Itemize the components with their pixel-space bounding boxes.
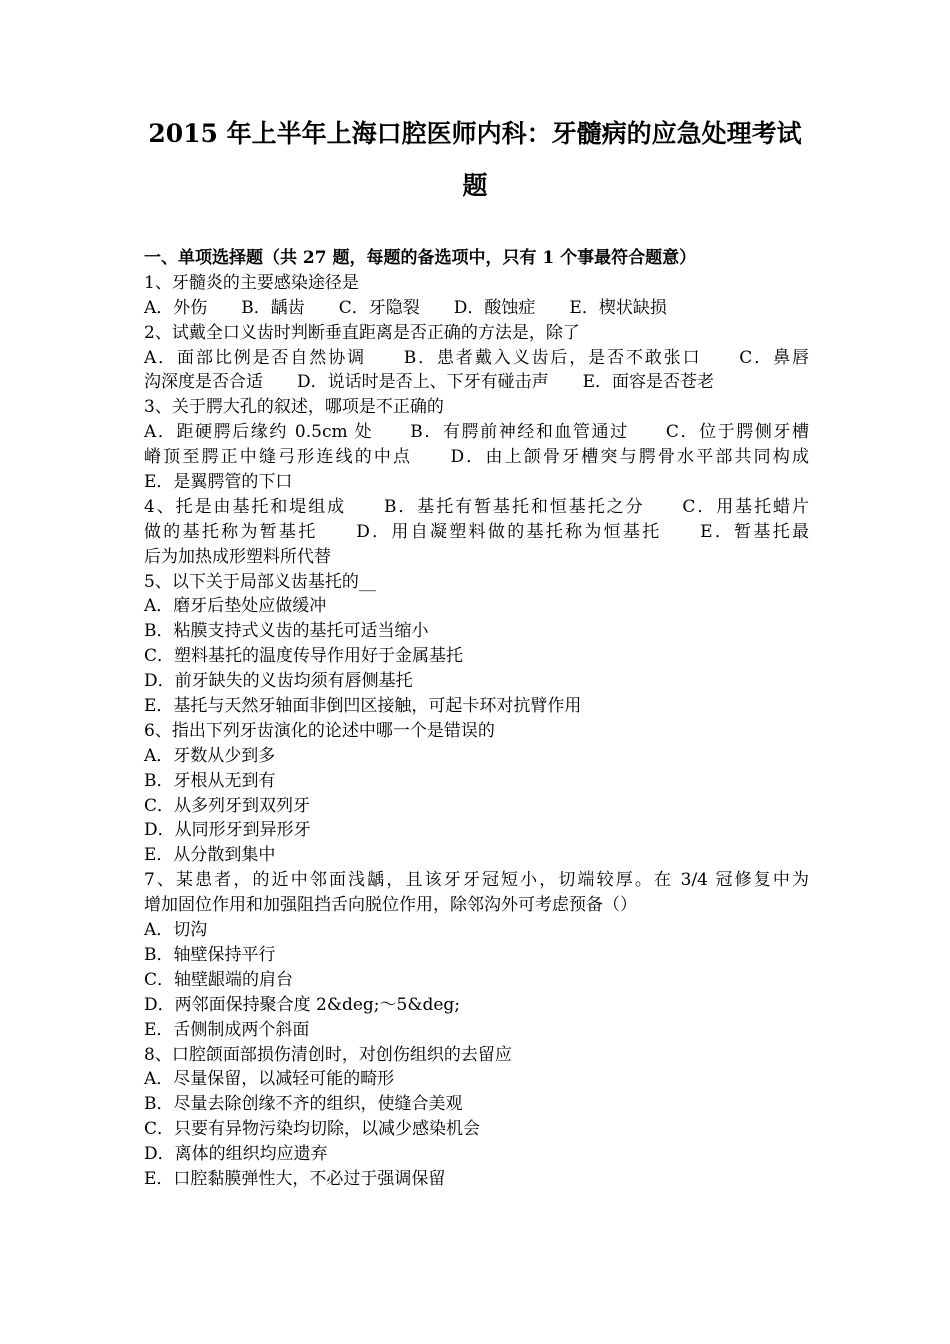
text-line: 5、以下关于局部义齿基托的__ <box>144 571 376 592</box>
text-line: 6、指出下列牙齿演化的论述中哪一个是错误的 <box>144 720 495 741</box>
text-line: 4、托是由基托和堤组成 B．基托有暂基托和恒基托之分 C．用基托蜡片 <box>144 496 809 517</box>
text-line: A．尽量保留，以减轻可能的畸形 <box>144 1069 395 1090</box>
text-line: B．轴壁保持平行 <box>144 944 276 965</box>
document-title-line2: 题 <box>462 171 488 200</box>
text-line: 后为加热成形塑料所代替 <box>144 546 331 567</box>
text-line: E．口腔黏膜弹性大，不必过于强调保留 <box>144 1168 446 1189</box>
text-line: 增加固位作用和加强阻挡舌向脱位作用，除邻沟外可考虑预备（） <box>144 895 637 916</box>
text-line: 做的基托称为暂基托 D．用自凝塑料做的基托称为恒基托 E．暂基托最 <box>144 521 809 542</box>
text-line: A．牙数从少到多 <box>144 745 276 766</box>
text-line: A．距硬腭后缘约 0.5cm 处 B．有腭前神经和血管通过 C．位于腭侧牙槽 <box>144 422 809 443</box>
text-line: C．塑料基托的温度传导作用好于金属基托 <box>144 646 464 667</box>
text-line: E．从分散到集中 <box>144 845 276 866</box>
text-line: D．两邻面保持聚合度 2&deg;～5&deg; <box>144 994 461 1015</box>
section-heading: 一、单项选择题（共 27 题，每题的备选项中，只有 1 个事最符合题意） <box>144 248 697 268</box>
text-line: 2、试戴全口义齿时判断垂直距离是否正确的方法是，除了 <box>144 322 580 343</box>
text-line: A．外伤 B．龋齿 C．牙隐裂 D．酸蚀症 E．楔状缺损 <box>144 297 667 318</box>
text-line: E．基托与天然牙轴面非倒凹区接触，可起卡环对抗臂作用 <box>144 696 582 717</box>
text-line: D．前牙缺失的义齿均须有唇侧基托 <box>144 671 413 692</box>
text-line: 嵴顶至腭正中缝弓形连线的中点 D．由上颌骨牙槽突与腭骨水平部共同构成 <box>144 447 809 468</box>
text-line: 沟深度是否合适 D．说话时是否上、下牙有碰击声 E．面容是否苍老 <box>144 372 715 393</box>
text-line: C．只要有异物污染均切除，以减少感染机会 <box>144 1119 481 1140</box>
text-line: E．是翼腭管的下口 <box>144 472 293 493</box>
text-line: A．面部比例是否自然协调 B．患者戴入义齿后，是否不敢张口 C．鼻唇 <box>144 347 809 368</box>
text-line: A．切沟 <box>144 920 208 941</box>
text-line: C．轴壁龈端的肩台 <box>144 969 294 990</box>
text-line: 7、某患者，的近中邻面浅龋，且该牙牙冠短小，切端较厚。在 3/4 冠修复中为 <box>144 870 809 891</box>
text-line: B．粘膜支持式义齿的基托可适当缩小 <box>144 621 429 642</box>
document-title-line1: 2015 年上半年上海口腔医师内科：牙髓病的应急处理考试 <box>148 119 802 148</box>
text-line: A．磨牙后垫处应做缓冲 <box>144 596 327 617</box>
text-line: B．牙根从无到有 <box>144 770 276 791</box>
text-line: B．尽量去除创缘不齐的组织，使缝合美观 <box>144 1094 463 1115</box>
text-line: 1、牙髓炎的主要感染途径是 <box>144 272 359 293</box>
text-line: D．从同形牙到异形牙 <box>144 820 311 841</box>
text-line: 3、关于腭大孔的叙述，哪项是不正确的 <box>144 397 444 418</box>
text-line: E．舌侧制成两个斜面 <box>144 1019 310 1040</box>
text-line: D．离体的组织均应遗弃 <box>144 1144 328 1165</box>
text-line: 8、口腔颌面部损伤清创时，对创伤组织的去留应 <box>144 1044 512 1065</box>
text-line: C．从多列牙到双列牙 <box>144 795 311 816</box>
document-body <box>144 246 809 1192</box>
